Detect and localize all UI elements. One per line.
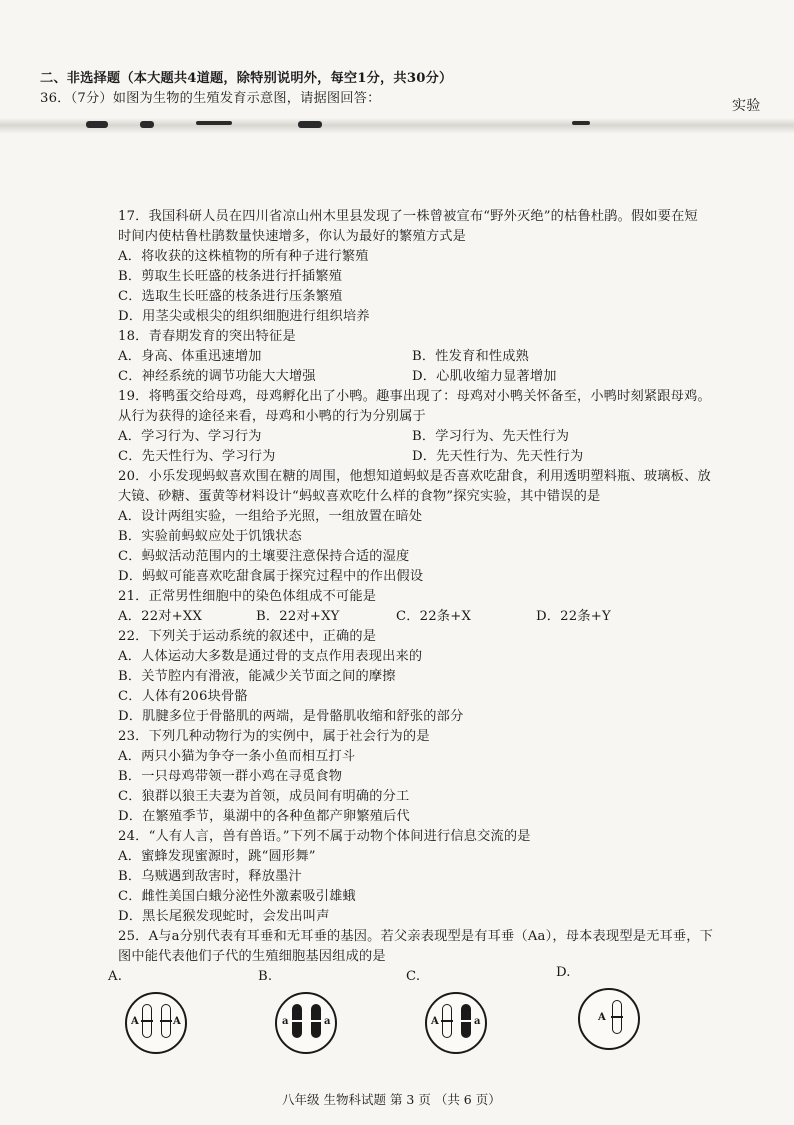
- q20-option-c: C．蚂蚁活动范围内的土壤要注意保持合适的湿度: [118, 549, 410, 564]
- q20-stem-2: 大镜、砂糖、蛋黄等材料设计“蚂蚁喜欢吃什么样的食物”探究实验，其中错误的是: [118, 489, 601, 504]
- cell-diagram-d: [578, 988, 640, 1050]
- q21-option-a: A．22对+XX: [118, 609, 203, 624]
- fold-mark: [298, 121, 322, 128]
- q20-option-b: B．实验前蚂蚁应处于饥饿状态: [118, 529, 302, 544]
- q23-stem: 23．下列几种动物行为的实例中，属于社会行为的是: [118, 729, 430, 744]
- q20-option-d: D．蚂蚁可能喜欢吃甜食属于探究过程中的作出假设: [118, 569, 424, 584]
- q23-option-b: B．一只母鸡带领一群小鸡在寻觅食物: [118, 769, 343, 784]
- q19-stem-1: 19．将鸭蛋交给母鸡，母鸡孵化出了小鸭。趣事出现了：母鸡对小鸭关怀备至，小鸭时刻紧跟母鸡。: [118, 389, 711, 404]
- q19-stem-2: 从行为获得的途径来看，母鸡和小鸭的行为分别属于: [118, 409, 426, 424]
- q22-option-d: D．肌腱多位于骨骼肌的两端，是骨骼肌收缩和舒张的部分: [118, 709, 464, 724]
- q23-option-a: A．两只小猫为争夺一条小鱼而相互打斗: [118, 749, 356, 764]
- q20-stem-1: 20．小乐发现蚂蚁喜欢围在糖的周围，他想知道蚂蚁是否喜欢吃甜食，利用透明塑料瓶、玻璃板、放: [118, 469, 711, 484]
- fold-mark: [196, 121, 232, 125]
- cell-diagram-c: [425, 992, 487, 1054]
- q17-stem-1: 17．我国科研人员在四川省凉山州木里县发现了一株曾被宣布“野外灭绝”的枯鲁杜鹃。假如要在短: [118, 209, 698, 224]
- q17-option-b: B．剪取生长旺盛的枝条进行扦插繁殖: [118, 269, 343, 284]
- fold-mark: [572, 121, 590, 125]
- edge-text: 实验: [732, 98, 761, 114]
- chromosome: [292, 1004, 302, 1038]
- q24-option-a: A．蜜蜂发现蜜源时，跳“圆形舞”: [118, 849, 316, 864]
- chromosome: [461, 1004, 471, 1038]
- page-footer: 八年级 生物科试题 第 3 页 （共 6 页）: [282, 1092, 501, 1107]
- q19-option-c: C．先天性行为、学习行为: [118, 449, 276, 464]
- q21-option-d: D．22条+Y: [536, 609, 611, 624]
- chromosome: [612, 1000, 622, 1034]
- cell-diagram-a: [125, 992, 187, 1054]
- fold-strip: [0, 118, 794, 134]
- q25-option-c-label: C.: [406, 969, 421, 984]
- gene-label: A: [431, 1016, 439, 1027]
- q22-stem: 22．下列关于运动系统的叙述中，正确的是: [118, 629, 377, 644]
- cell-diagram-b: [275, 992, 337, 1054]
- fold-mark: [86, 121, 108, 128]
- q18-option-a: A．身高、体重迅速增加: [118, 349, 262, 364]
- q23-option-c: C．狼群以狼王夫妻为首领，成员间有明确的分工: [118, 789, 410, 804]
- fold-mark: [140, 121, 154, 128]
- q19-option-d: D．先天性行为、先天性行为: [412, 449, 584, 464]
- q25-stem-1: 25．A与a分别代表有耳垂和无耳垂的基因。若父亲表现型是有耳垂（Aa），母本表现型是无耳垂，下: [118, 929, 714, 944]
- q25-option-b-label: B.: [258, 969, 273, 984]
- section-title: 二、非选择题（本大题共4道题，除特别说明外，每空1分，共30分）: [40, 71, 453, 86]
- q19-option-a: A．学习行为、学习行为: [118, 429, 262, 444]
- q24-option-b: B．乌贼遇到敌害时，释放墨汁: [118, 869, 302, 884]
- q22-option-c: C．人体有206块骨骼: [118, 689, 248, 704]
- gene-label: a: [474, 1016, 481, 1027]
- q24-stem: 24．“人有人言，兽有兽语。”下列不属于动物个体间进行信息交流的是: [118, 829, 531, 844]
- q20-option-a: A．设计两组实验，一组给予光照，一组放置在暗处: [118, 509, 423, 524]
- q18-stem: 18．青春期发育的突出特征是: [118, 329, 296, 344]
- gene-label: A: [173, 1016, 181, 1027]
- q24-option-c: C．雌性美国白蛾分泌性外激素吸引雄蛾: [118, 889, 356, 904]
- q25-option-d-label: D.: [556, 965, 571, 980]
- gene-label: A: [598, 1012, 606, 1023]
- q18-option-d: D．心肌收缩力显著增加: [412, 369, 557, 384]
- q22-option-b: B．关节腔内有滑液，能减少关节面之间的摩擦: [118, 669, 396, 684]
- q21-option-c: C．22条+X: [396, 609, 472, 624]
- q21-option-b: B．22对+XY: [256, 609, 340, 624]
- q23-option-d: D．在繁殖季节，巢湖中的各种鱼都产卵繁殖后代: [118, 809, 410, 824]
- q17-option-d: D．用茎尖或根尖的组织细胞进行组织培养: [118, 309, 370, 324]
- q19-option-b: B．学习行为、先天性行为: [412, 429, 570, 444]
- gene-label: A: [131, 1016, 139, 1027]
- q22-option-a: A．人体运动大多数是通过骨的支点作用表现出来的: [118, 649, 423, 664]
- q25-stem-2: 图中能代表他们子代的生殖细胞基因组成的是: [118, 949, 386, 964]
- gene-label: a: [324, 1016, 331, 1027]
- question-36-stem: 36．（7分）如图为生物的生殖发育示意图，请据图回答：: [40, 91, 381, 106]
- q17-option-c: C．选取生长旺盛的枝条进行压条繁殖: [118, 289, 343, 304]
- q17-stem-2: 时间内使枯鲁杜鹃数量快速增多，你认为最好的繁殖方式是: [118, 229, 467, 244]
- q21-stem: 21．正常男性细胞中的染色体组成不可能是: [118, 589, 377, 604]
- chromosome: [161, 1004, 171, 1038]
- q17-option-a: A．将收获的这株植物的所有种子进行繁殖: [118, 249, 369, 264]
- chromosome: [442, 1004, 452, 1038]
- q24-option-d: D．黑长尾猴发现蛇时，会发出叫声: [118, 909, 330, 924]
- q18-option-b: B．性发育和性成熟: [412, 349, 529, 364]
- q25-option-a-label: A.: [108, 969, 123, 984]
- gene-label: a: [282, 1016, 289, 1027]
- q18-option-c: C．神经系统的调节功能大大增强: [118, 369, 316, 384]
- chromosome: [142, 1004, 152, 1038]
- chromosome: [311, 1004, 321, 1038]
